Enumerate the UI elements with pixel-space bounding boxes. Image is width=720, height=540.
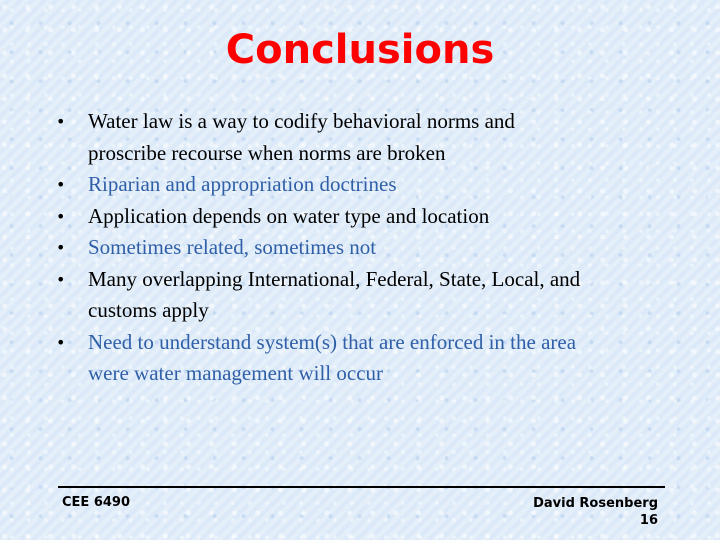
bullet-dot-icon: • <box>56 112 66 131</box>
bullet-text: Riparian and appropriation doctrines <box>88 172 397 196</box>
bullet-text: Many overlapping International, Federal, State, Local, and <box>88 266 581 291</box>
bullet-text-continued: customs apply <box>88 298 209 322</box>
bullet-text: Application depends on water type and location <box>88 203 490 228</box>
footer-author-block <box>533 495 658 529</box>
footer-course: CEE 6490 <box>62 495 131 510</box>
bullet-text: Need to understand system(s) that are enforced in the area <box>88 329 577 354</box>
bullet-item <box>56 169 666 201</box>
bullet-text: Sometimes related, sometimes not <box>88 235 377 259</box>
bullet-text: Water law is a way to codify behavioral norms and <box>88 109 515 133</box>
footer-divider <box>58 486 665 488</box>
bullet-dot-icon: • <box>56 175 66 194</box>
bullet-item <box>56 264 666 327</box>
bullet-text-continued: were water management will occur <box>88 361 384 385</box>
footer-author: David Rosenberg <box>533 496 658 511</box>
bullet-item <box>56 201 666 233</box>
bullet-dot-icon: • <box>56 269 66 289</box>
bullet-dot-icon: • <box>56 332 66 352</box>
slide-title: Conclusions <box>225 27 495 73</box>
bullet-list <box>56 106 666 390</box>
bullet-dot-icon: • <box>56 238 66 257</box>
bullet-item <box>56 106 666 169</box>
slide-number: 16 <box>639 513 658 528</box>
bullet-item <box>56 232 666 264</box>
bullet-item <box>56 327 666 390</box>
bullet-text-continued: proscribe recourse when norms are broken <box>88 140 446 165</box>
bullet-dot-icon: • <box>56 206 66 226</box>
